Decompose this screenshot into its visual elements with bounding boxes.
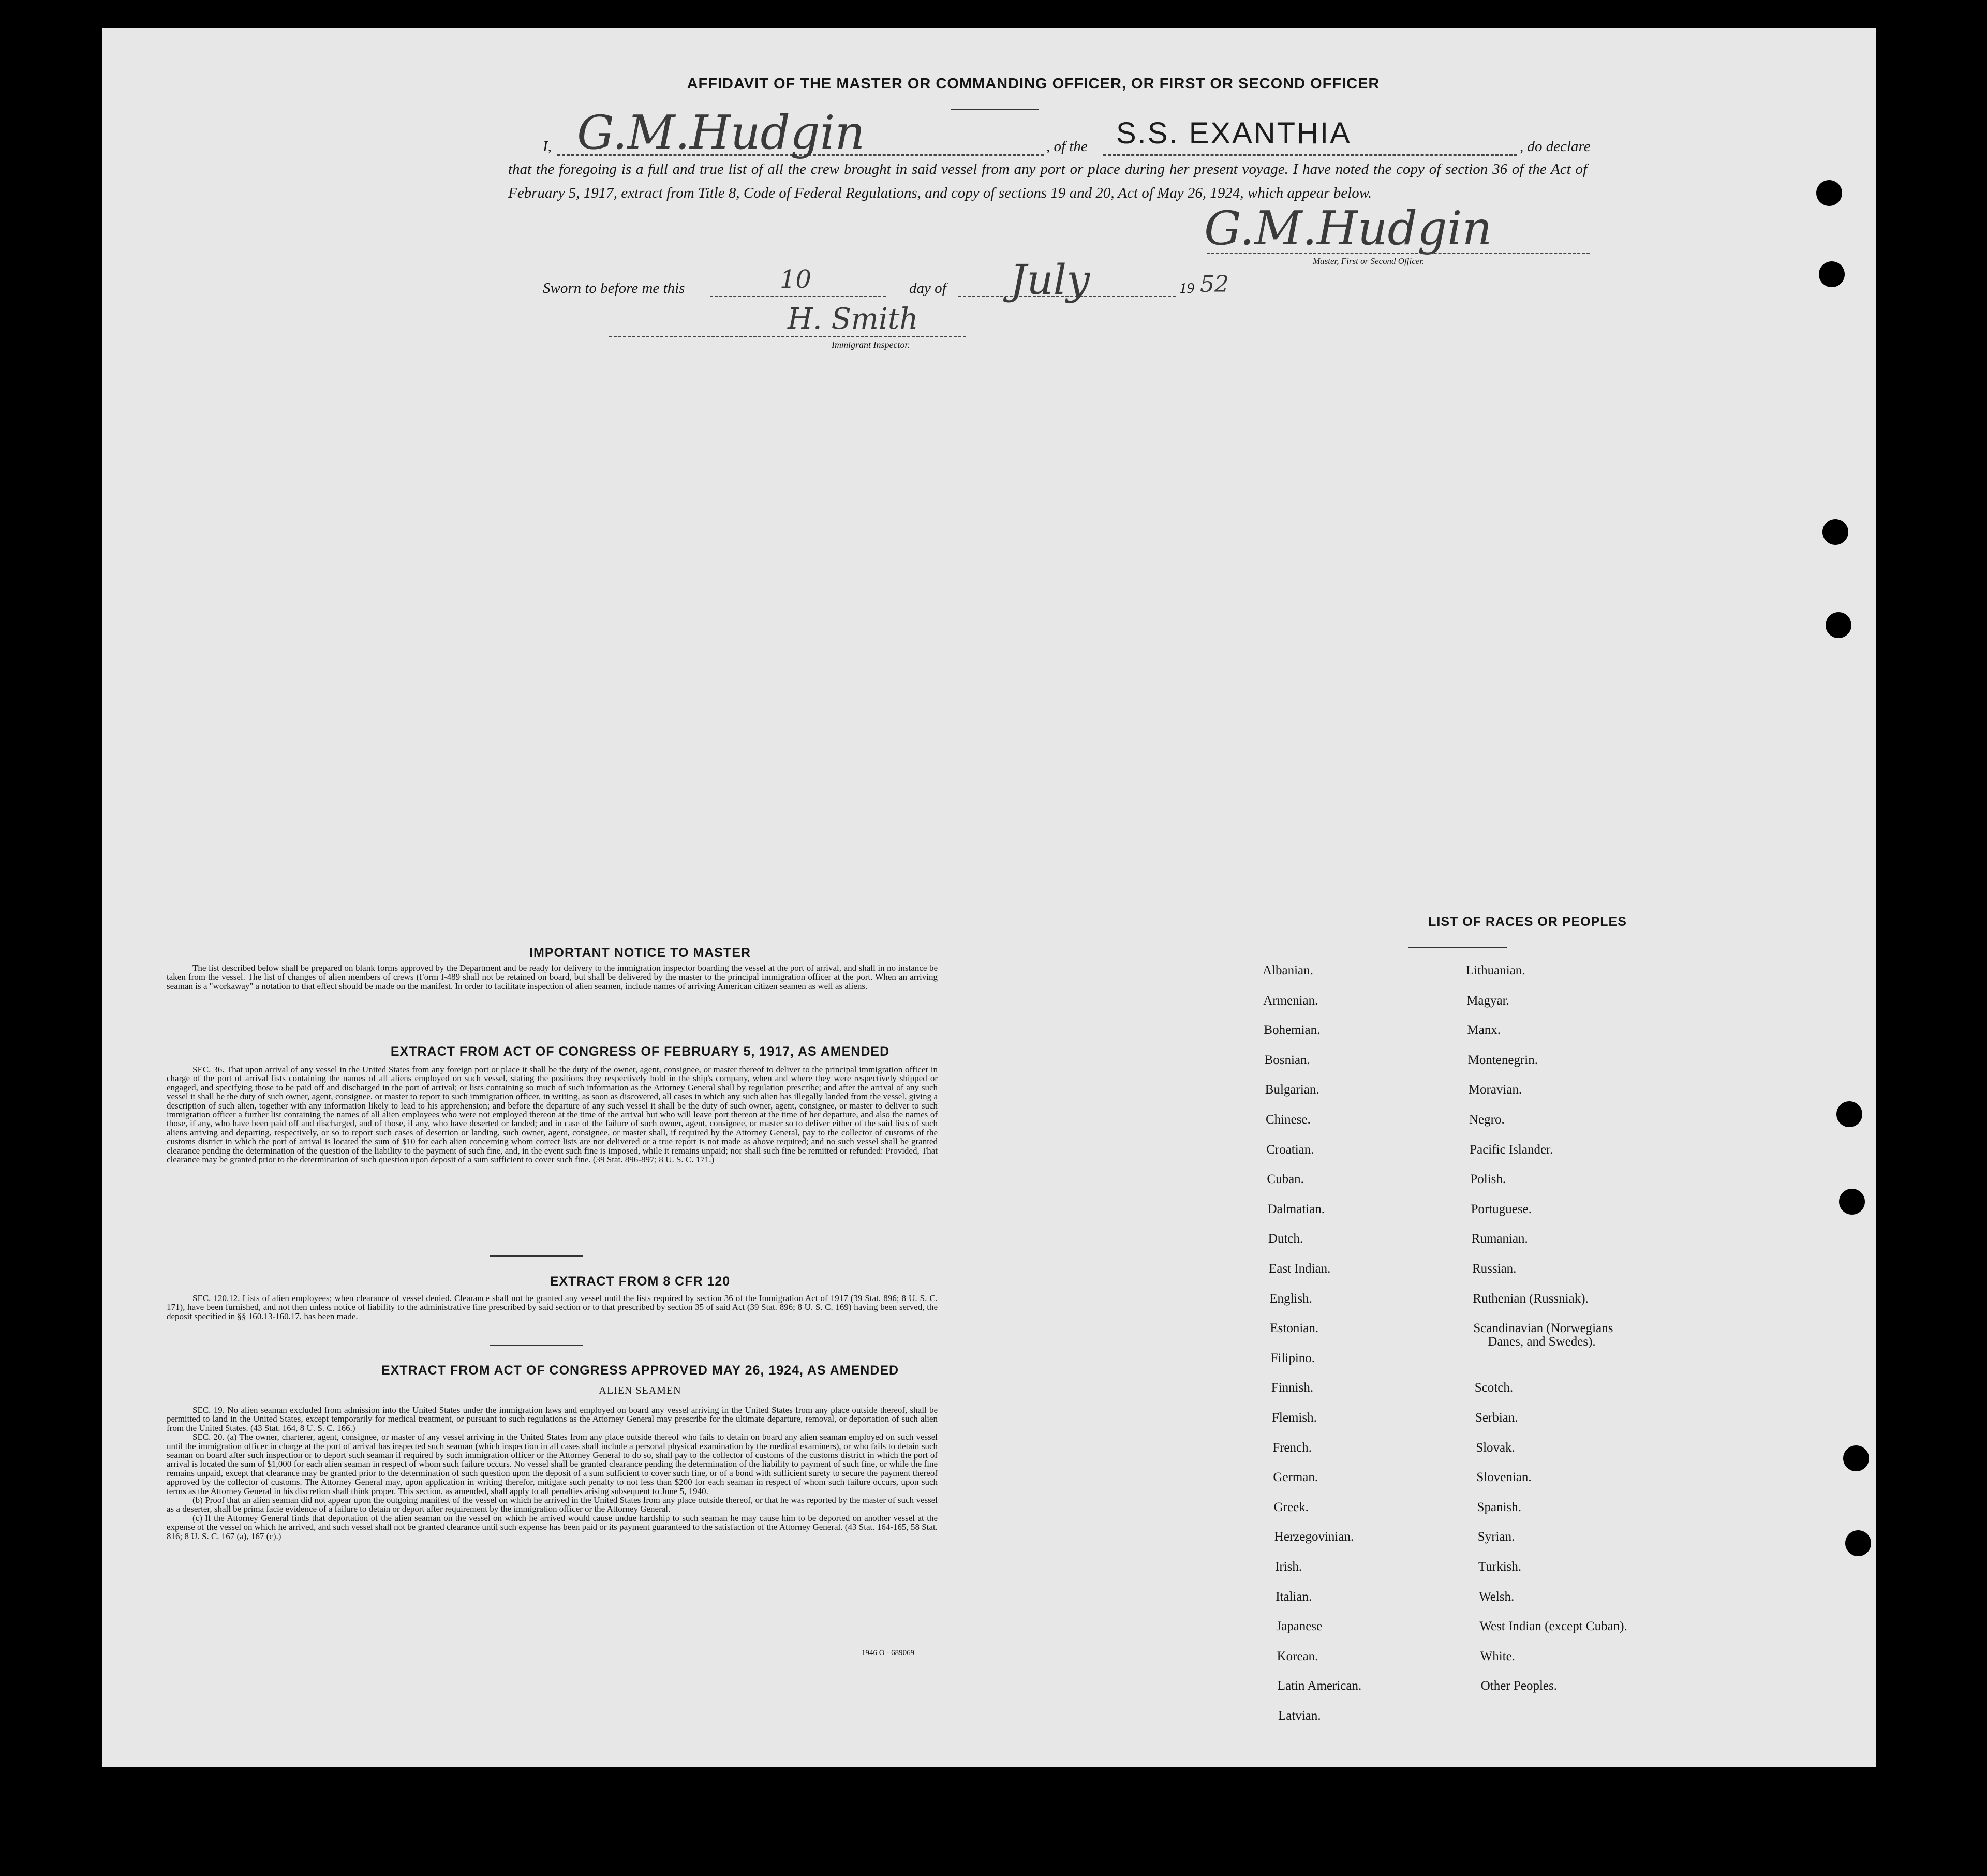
race-item: German. bbox=[1273, 1470, 1318, 1485]
vessel-line bbox=[1103, 154, 1517, 156]
print-code: 1946 O - 689069 bbox=[862, 1649, 915, 1657]
race-item: Japanese bbox=[1276, 1619, 1323, 1634]
punch-hole bbox=[1839, 1189, 1865, 1215]
races-divider bbox=[1408, 947, 1507, 948]
notice-text: The list described below shall be prepared on blank forms approved by the Department and be ready for delivery to the immigration inspector boarding the vessel at the port of arrival, and shall in no instance be taken from the vessel. The list of changes of alien members of crews (Form I-489 shall not be retained on board, but shall be delivered by the master to the principal immigration officer at the port. When an arriving seaman is a "workaway" a notation to that effect should be made on the manifest. In order to facilitate inspection of alien seamen, include names of arriving American citizen seamen as well as aliens. bbox=[167, 963, 938, 991]
race-item: West Indian (except Cuban). bbox=[1479, 1619, 1627, 1634]
master-signature: G.M.Hudgin bbox=[1204, 201, 1492, 256]
race-item: Bohemian. bbox=[1264, 1023, 1321, 1038]
punch-hole bbox=[1822, 519, 1848, 545]
race-item: Rumanian. bbox=[1471, 1232, 1528, 1246]
master-caption: Master, First or Second Officer. bbox=[1313, 256, 1425, 266]
punch-hole bbox=[1826, 612, 1851, 638]
race-item: Polish. bbox=[1470, 1172, 1506, 1187]
year-prefix: 19 bbox=[1179, 280, 1194, 297]
extract-1917-text: SEC. 36. That upon arrival of any vessel in the United States from any foreign port or place it shall be the duty of the owner, agent, consignee, or master thereof to deliver to the principal immigration officer in charge of the port of arrival lists containing the names of all aliens employed on such vessel, stating the positions they respectively hold in the ship's company, when and where they were respectively shipped or engaged, and specifying those to be paid off and discharged in the port of arrival; or lists containing so much of such information as the Attorney General shall by regulation prescribe; and after the arrival of any such vessel it shall be the duty of such owner, agent, consignee, or master to report to such immigration officer, in writing, as soon as discovered, all cases in which any such alien has illegally landed from the vessel, giving a description of such alien, together with any information likely to lead to his apprehension; and before the departure of any such vessel it shall be the duty of such owner, agent, consignee, or master to deliver to such immigration officer a further list containing the names of all alien employees who were not employed thereon at the time of the arrival but who will leave port thereon at the time of her departure, and also the names of those, if any, who have been paid off and discharged, and of those, if any, who have deserted or landed; and in case of the failure of such owner, agent, consignee, or master so to deliver either of the said lists of such aliens arriving and departing, respectively, or so to report such cases of desertion or landing, such owner, agent, consignee, or master shall, if required by the Attorney General, pay to the collector of customs of the customs district in which the port of arrival is located the sum of $10 for each alien concerning whom correct lists are not delivered or a true report is not made as above required; and no such vessel shall be granted clearance pending the determination of the question of the liability to the payment of such fine, and, in the event such fine is imposed, while it remains unpaid; nor shall such fine be remitted or refunded: Provided, That clearance may be granted prior to the determination of such question upon deposit of a sum sufficient to cover such fine. (39 Stat. 896-897; 8 U. S. C. 171.) bbox=[167, 1065, 938, 1165]
race-item: Serbian. bbox=[1475, 1411, 1518, 1425]
inspector-signature: H. Smith bbox=[788, 302, 918, 336]
race-item: East Indian. bbox=[1269, 1262, 1331, 1276]
notice-title: IMPORTANT NOTICE TO MASTER bbox=[529, 946, 751, 960]
race-item: Montenegrin. bbox=[1467, 1053, 1538, 1067]
sworn-label: Sworn to before me this bbox=[543, 280, 685, 297]
race-item: Slovak. bbox=[1476, 1440, 1515, 1455]
race-item: Ruthenian (Russniak). bbox=[1473, 1291, 1589, 1306]
master-signature-top: G.M.Hudgin bbox=[577, 106, 865, 160]
affidavit-body: that the foregoing is a full and true list of all the crew brought in said vessel from any port or place during her present voyage. I have noted the copy of section 36 of the Act of February 5, 1917, extract from Title 8, Code of Federal Regulations, and copy of sections 19 and 20, Act of May 26, 1924, which appear below. bbox=[508, 161, 1587, 201]
extract-1924-body bbox=[167, 1406, 938, 1541]
punch-hole bbox=[1843, 1445, 1869, 1471]
race-item: Latvian. bbox=[1278, 1709, 1321, 1723]
race-item: Bulgarian. bbox=[1265, 1083, 1319, 1097]
extract-1924-title: EXTRACT FROM ACT OF CONGRESS APPROVED MAY 26, 1924, AS AMENDED bbox=[381, 1363, 899, 1378]
race-item: French. bbox=[1272, 1440, 1312, 1455]
race-item: Chinese. bbox=[1266, 1113, 1311, 1127]
day-line bbox=[710, 296, 886, 297]
title-divider bbox=[951, 109, 1039, 110]
race-item-continuation: Danes, and Swedes). bbox=[1488, 1335, 1596, 1349]
year-value: 52 bbox=[1200, 271, 1229, 298]
race-item: Flemish. bbox=[1272, 1411, 1317, 1425]
form-page bbox=[102, 28, 1876, 1767]
race-item: Bosnian. bbox=[1264, 1053, 1310, 1067]
inspector-caption: Immigrant Inspector. bbox=[832, 339, 910, 350]
race-item: Pacific Islander. bbox=[1470, 1142, 1553, 1157]
race-item: Syrian. bbox=[1477, 1530, 1515, 1544]
race-item: Cuban. bbox=[1267, 1172, 1304, 1187]
vessel-name: S.S. EXANTHIA bbox=[1116, 116, 1352, 150]
race-item: Scotch. bbox=[1474, 1381, 1514, 1395]
race-item: Korean. bbox=[1277, 1649, 1318, 1663]
race-item: Magyar. bbox=[1466, 993, 1509, 1008]
of-the-label: , of the bbox=[1046, 138, 1088, 155]
affidavit-title: AFFIDAVIT OF THE MASTER OR COMMANDING OFFICER, OR FIRST OR SECOND OFFICER bbox=[687, 76, 1380, 92]
race-item: Filipino. bbox=[1270, 1351, 1315, 1365]
race-item: Dutch. bbox=[1268, 1232, 1303, 1246]
race-item: Albanian. bbox=[1263, 964, 1313, 978]
race-item: Welsh. bbox=[1479, 1589, 1515, 1604]
race-item: Italian. bbox=[1276, 1589, 1312, 1604]
i-label: I, bbox=[543, 138, 552, 155]
race-item: White. bbox=[1480, 1649, 1515, 1663]
race-item: Spanish. bbox=[1477, 1500, 1522, 1514]
race-item: Moravian. bbox=[1468, 1083, 1522, 1097]
punch-hole bbox=[1836, 1101, 1862, 1127]
race-item: Other Peoples. bbox=[1480, 1679, 1557, 1693]
punch-hole bbox=[1845, 1530, 1871, 1556]
master-sign-line bbox=[1207, 253, 1590, 254]
race-item: Manx. bbox=[1467, 1023, 1501, 1038]
race-item: Dalmatian. bbox=[1267, 1202, 1325, 1216]
day-of-label: day of bbox=[909, 280, 946, 297]
sec-20a-text: SEC. 20. (a) The owner, charterer, agent, consignee, or master of any vessel arriving in the United States from any place outside thereof who fails to detain on board any alien seaman employed on such vessel until the immigration officer in charge at the port of arrival has inspected such seaman (which inspection in all cases shall include a personal physical examination by the medical examiners), or who fails to detain such seaman on board after such inspection or to deport such seaman if required by such immigration officer or the Attorney General to do so, shall pay to the collector of customs of the customs district in which the port of arrival is located the sum of $1,000 for each alien seaman in respect of whom such failure occurs. No vessel shall be granted clearance pending the determination of the liability to payment of such fine, or while the fine remains unpaid, except that clearance may be granted prior to the determination of such question upon the deposit of a sum sufficient to cover such fine, or of a bond with sufficient surety to secure the payment thereof approved by the collector of customs. The Attorney General may, upon application in writing therefor, mitigate such penalty to not less than $200 for each seaman in respect of whom such failure occurs, upon such terms as the Attorney General in his discretion shall think proper. This section, as amended, shall apply to all penalties arising subsequent to June 5, 1940. bbox=[167, 1432, 938, 1496]
race-item: Turkish. bbox=[1478, 1560, 1522, 1574]
race-item: Armenian. bbox=[1263, 993, 1318, 1008]
race-item: Greek. bbox=[1273, 1500, 1309, 1514]
race-item: Estonian. bbox=[1270, 1321, 1319, 1336]
punch-hole bbox=[1819, 261, 1845, 287]
race-item: Croatian. bbox=[1266, 1142, 1314, 1157]
day-value: 10 bbox=[780, 265, 812, 294]
race-item: Russian. bbox=[1472, 1262, 1517, 1276]
race-item: Latin American. bbox=[1277, 1679, 1362, 1693]
sec-20c-text: (c) If the Attorney General finds that deportation of the alien seaman on the vessel on which he arrived would cause undue hardship to such seaman he may cause him to be deported on another vessel at the expense of the vessel on which he arrived, and such vessel shall not be granted clearance until such expense has been paid or its payment guaranteed to the satisfaction of the Attorney General. (43 Stat. 164-165, 58 Stat. 816; 8 U. S. C. 167 (a), 167 (c).) bbox=[167, 1513, 938, 1541]
races-title: LIST OF RACES OR PEOPLES bbox=[1428, 914, 1627, 929]
race-item: Lithuanian. bbox=[1466, 964, 1525, 978]
extract-cfr-text: SEC. 120.12. Lists of alien employees; when clearance of vessel denied. Clearance shall not be granted any vessel until the lists required by section 36 of the Immigration Act of 1917 (39 Stat. 896; 8 U. S. C. 171), have been furnished, and not then unless notice of liability to the administrative fine prescribed by said section or to that prescribed by section 35 of said Act (39 Stat. 896; 8 U. S. C. 169) having been served, the deposit specified in §§ 160.13-160.17, has been made. bbox=[167, 1293, 938, 1321]
sec-20b-text: (b) Proof that an alien seaman did not appear upon the outgoing manifest of the vessel on which he arrived in the United States from any place outside thereof, or that he was reported by the master of such vessel as a deserter, shall be prima facie evidence of a failure to detain or deport after requirement by the immigration officer or the Attorney General. bbox=[167, 1495, 938, 1514]
race-item: Slovenian. bbox=[1476, 1470, 1532, 1485]
punch-hole bbox=[1816, 180, 1842, 206]
extract-1917-title: EXTRACT FROM ACT OF CONGRESS OF FEBRUARY 5, 1917, AS AMENDED bbox=[390, 1044, 890, 1059]
month-value: July bbox=[1010, 256, 1090, 304]
sec-19-text: SEC. 19. No alien seaman excluded from admission into the United States under the immigration laws and employed on board any vessel arriving in the United States from any place outside thereof, shall be permitted to land in the United States, except temporarily for medical treatment, or pursuant to such regulations as the Attorney General may prescribe for the ultimate departure, removal, or deportation of such alien from the United States. (43 Stat. 164, 8 U. S. C. 166.) bbox=[167, 1405, 938, 1433]
race-item: Irish. bbox=[1275, 1560, 1302, 1574]
race-item: Finnish. bbox=[1271, 1381, 1314, 1395]
divider-1 bbox=[490, 1255, 583, 1257]
divider-2 bbox=[490, 1345, 583, 1346]
race-item: English. bbox=[1269, 1291, 1312, 1306]
extract-cfr-title: EXTRACT FROM 8 CFR 120 bbox=[550, 1274, 731, 1289]
race-item: Portuguese. bbox=[1471, 1202, 1532, 1216]
do-declare-label: , do declare bbox=[1520, 138, 1591, 155]
extract-1924-subtitle: ALIEN SEAMEN bbox=[599, 1385, 681, 1396]
inspector-line bbox=[609, 336, 966, 337]
race-item: Scandinavian (Norwegians bbox=[1473, 1321, 1613, 1336]
race-item: Herzegovinian. bbox=[1274, 1530, 1354, 1544]
race-item: Negro. bbox=[1469, 1113, 1505, 1127]
